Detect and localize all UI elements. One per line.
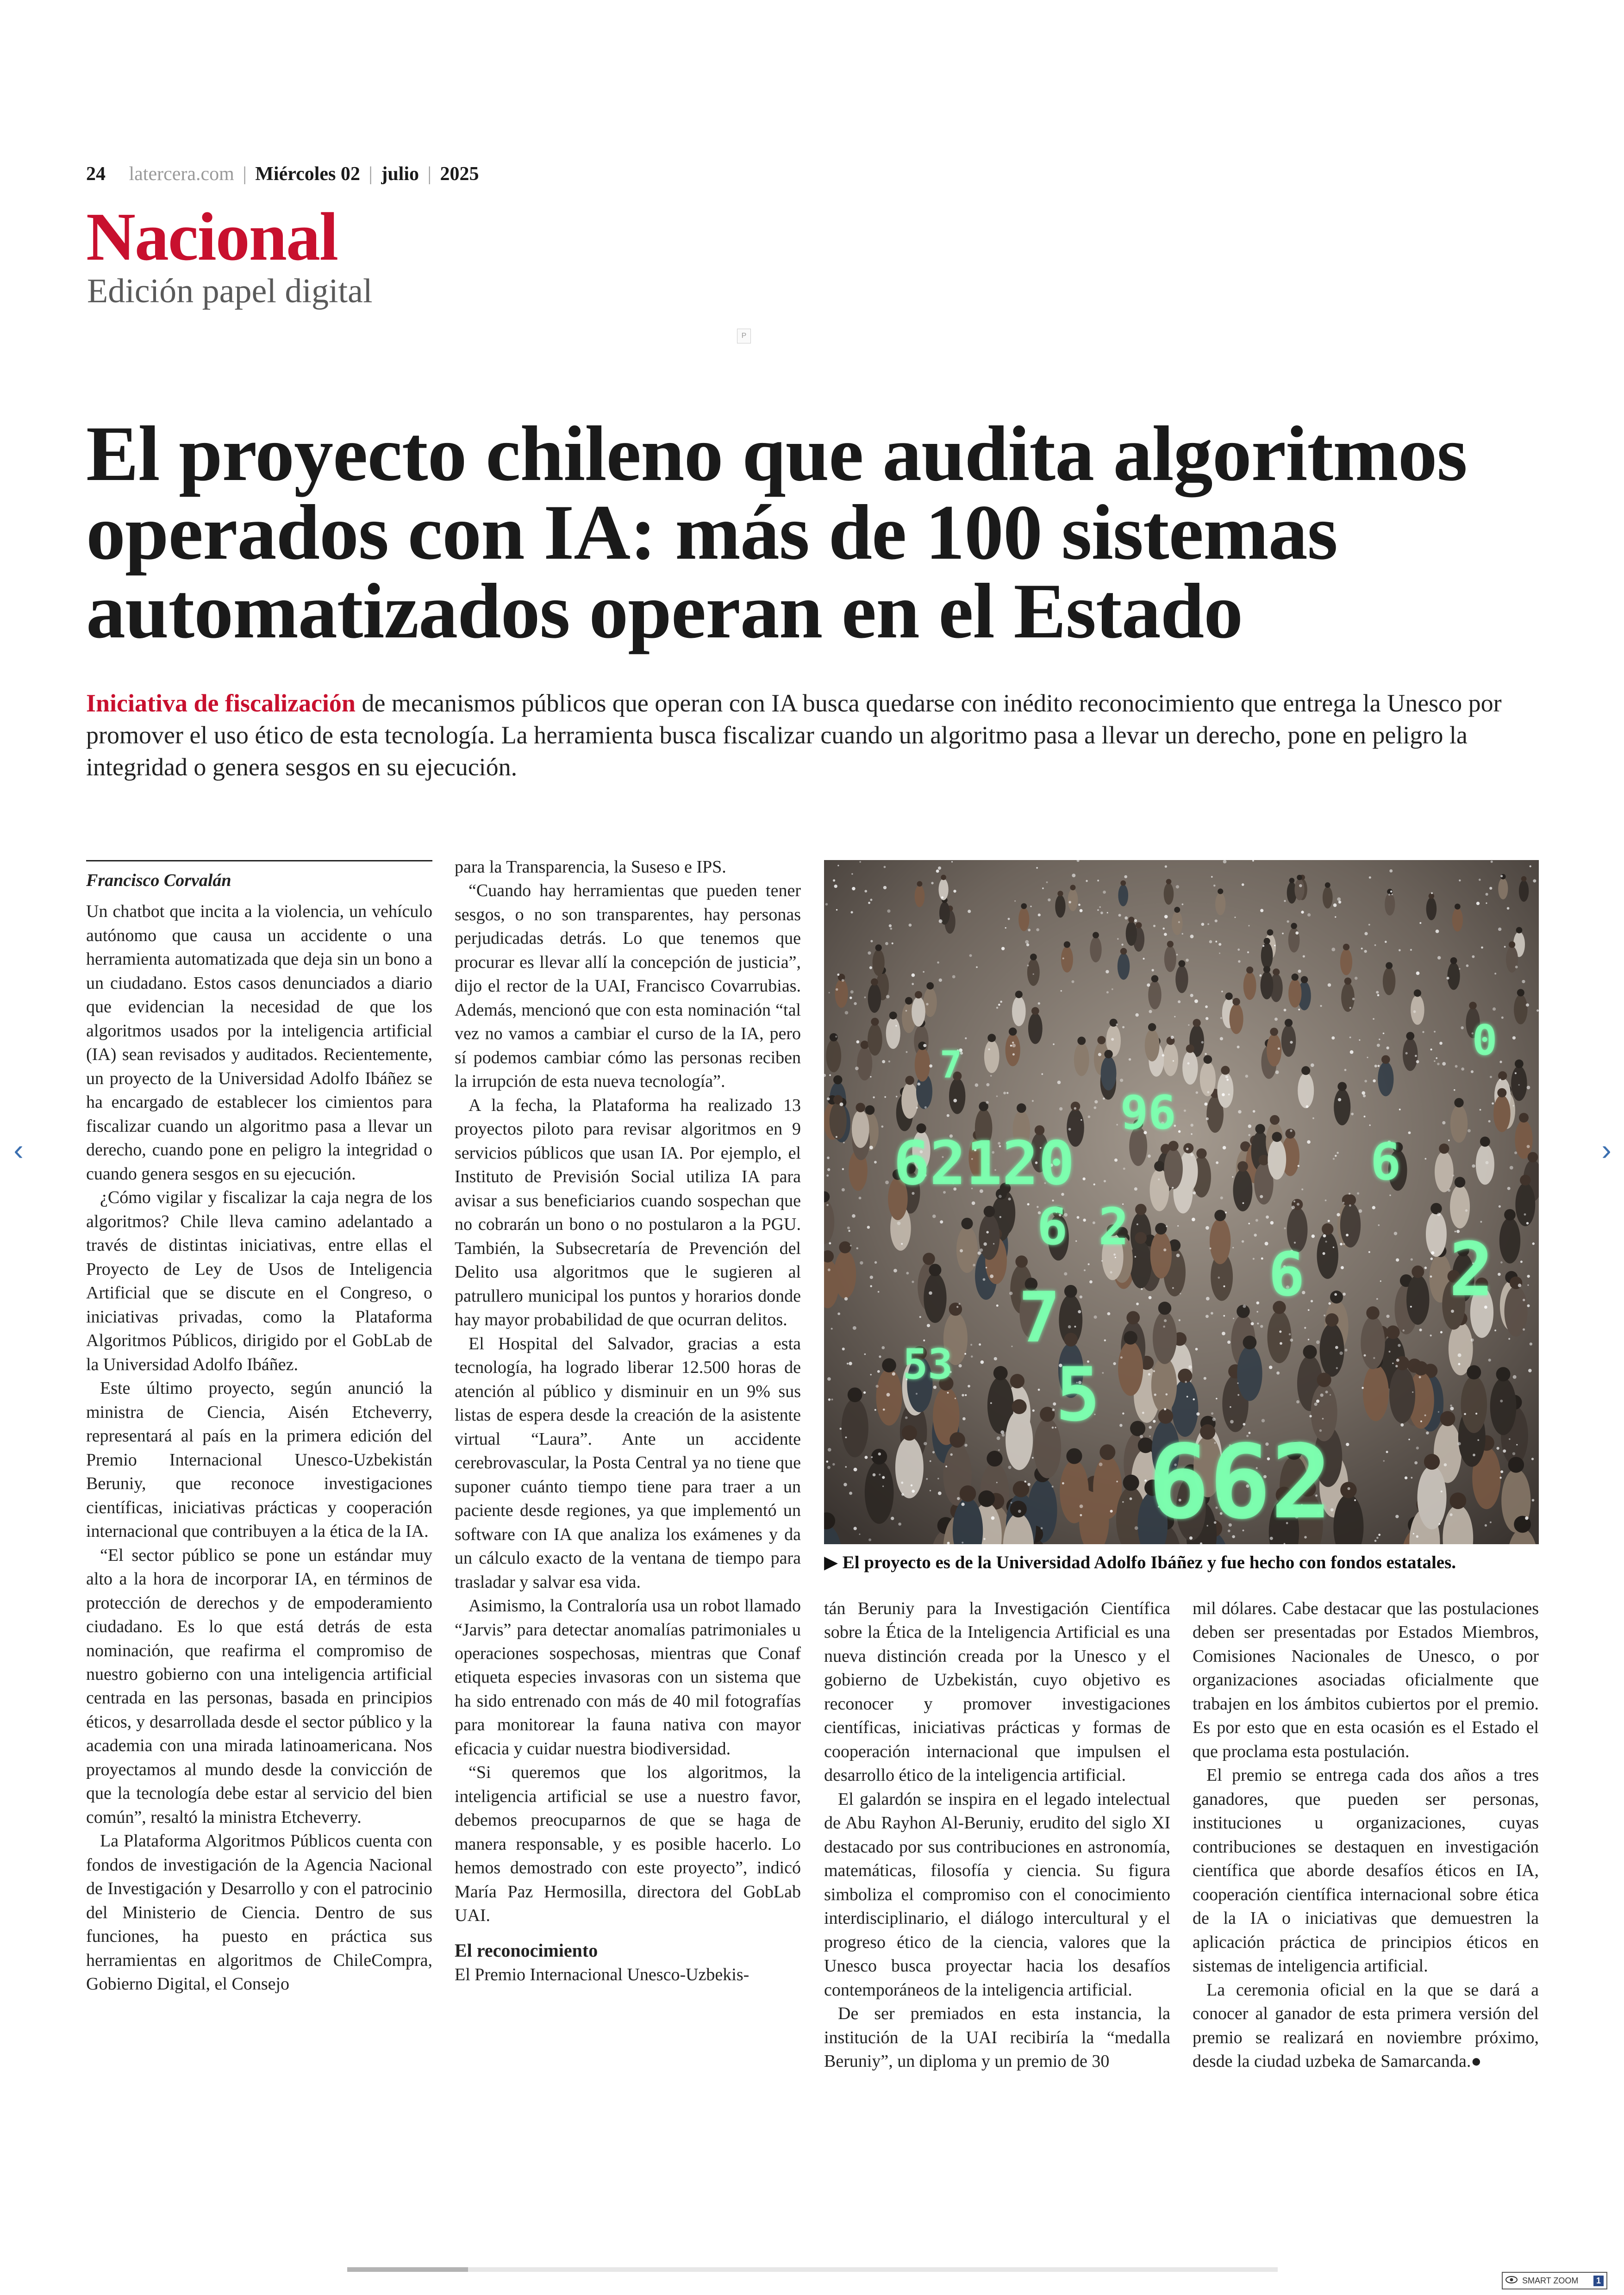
paragraph-text: La ceremonia oficial en la que se dará a conocer al ganador de esta primera versión del premio se realizará en noviembre próximo, desde la ciudad uzbeka de Samarcanda. (1193, 1980, 1539, 2071)
page-header-line: 24 latercera.com | Miércoles 02 | julio | 2025 (86, 163, 479, 185)
smart-zoom-button[interactable] (1502, 2272, 1607, 2289)
paragraph: El Hospital del Salvador, gracias a esta tecnología, ha logrado liberar 12.500 horas de atención al público y disminuir en un 9% sus listas de espera desde la creación de la asistente virtual “Laura”. Ante un accidente cerebrovascular, la Posta Central ya no tiene que suponer cuánto tiempo tiene para traer a un paciente desde regiones, ya que implementó un software con IA que analiza los exámenes y da un cálculo exacto de la ventana de tiempo para trasladar y salvar esa vida. (455, 1334, 801, 1592)
photo-digit: 7 (1018, 1278, 1061, 1358)
smart-zoom-label: SMART ZOOM (1522, 2276, 1579, 2285)
photo-digit: 6 (1268, 1239, 1305, 1310)
paragraph (1193, 1978, 1539, 2074)
paragraph: A la fecha, la Plataforma ha realizado 13 proyectos piloto para revisar algoritmos en 9 servicios públicos que usan IA. Por ejemplo, el Instituto de Previsión Social utiliza IA para avisar a sus beneficiarios cuando sospechan que no cobrarán un bono o no postularon a la PGU. También, la Subsecretaría de Prevención del Delito usa algoritmos que le sugieren al patrullero municipal los puntos y horarios donde hay mayor probabilidad de que ocurran delitos. (455, 1095, 801, 1330)
photo-digit: 62120 (893, 1128, 1075, 1198)
subheading: El reconocimiento (455, 1940, 598, 1961)
paragraph: para la Transparencia, la Suseso e IPS. (455, 857, 726, 877)
chevron-right-icon[interactable]: › (1601, 1133, 1612, 1166)
paragraph: El Premio Internacional Unesco-Uzbekis- (455, 1964, 750, 1984)
photo-digit: 2 (1449, 1226, 1494, 1313)
article-column-3 (824, 1597, 1170, 2074)
page-number: 24 (86, 163, 106, 185)
photo-digit: 96 (1120, 1085, 1176, 1140)
ad-badge[interactable]: P (737, 329, 751, 343)
paragraph: “El sector público se pone un estándar muy alto a la hora de incorporar IA, en términos de protección de derechos y de empoderamiento ciudadano. Es lo que está detrás de esta nominación, que reafirma el compromiso de nuestro gobierno con una inteligencia artificial centrada en las personas, basada en principios éticos, y desarrollada desde el sector público y la academia con una mirada latinoamericana. Nos proyectamos al mundo desde la convicción de que la tecnología debe estar al servicio del bien común”, resaltó la ministra Etcheverry. (86, 1545, 432, 1827)
byline: Francisco Corvalán (86, 860, 432, 892)
paragraph: De ser premiados en esta instancia, la institución de la UAI recibiría la “medalla Beruniy”, un diploma y un premio de 30 (824, 2004, 1170, 2071)
article-headline: El proyecto chileno que audita algoritmos operados con IA: más de 100 sistemas automatizados operan en el Estado (86, 410, 1467, 655)
photo-digit: 6 (1370, 1132, 1401, 1191)
paragraph: “Cuando hay herramientas que pueden tener sesgos, o no son transparentes, hay personas perjudicadas detrás. Lo que tenemos que procurar es llevar allí la concepción de justicia”, dijo el rector de la UAI, Francisco Covarrubias. Además, mencionó que con esta nominación “tal vez no vamos a cambiar el curso de la IA, pero sí podemos cambiar cómo las personas reciben la irrupción de esta nueva tecnología”. (455, 881, 801, 1091)
month: julio (381, 163, 419, 185)
paragraph: “Si queremos que los algoritmos, la inteligencia artificial se use a nuestro favor, debemos preocuparnos de que se haga de manera responsable, y es posible hacerlo. Lo hemos demostrado con este proyecto”, indicó María Paz Hermosilla, directora del GobLab UAI. (455, 1763, 801, 1926)
photo-digit: 662 (1148, 1423, 1332, 1541)
chevron-left-icon[interactable]: ‹ (13, 1133, 24, 1166)
photo-digit: 53 (903, 1340, 953, 1389)
photo-digit: 0 (1472, 1016, 1498, 1065)
article-photo[interactable] (824, 860, 1539, 1544)
paragraph: tán Beruniy para la Investigación Científica sobre la Ética de la Inteligencia Artificial es una nueva distinción creada por la Unesco y el gobierno de Uzbekistán, cuyo objetivo es reconocer y promover investigaciones científicas, iniciativas prácticas y formas de cooperación internacional que impulsen el desarrollo ético de la inteligencia artificial. (824, 1599, 1170, 1785)
article-column-2 (455, 855, 801, 1987)
paragraph: ¿Cómo vigilar y fiscalizar la caja negra de los algoritmos? Chile lleva camino adelantado a través de distintas iniciativas, entre ellas el Proyecto de Ley de Usos de Inteligencia Artificial que se discute en el Congreso, o iniciativas privadas, como la Plataforma Algoritmos Públicos, dirigido por el GobLab de la Universidad Adolfo Ibáñez. (86, 1188, 432, 1374)
paragraph: Asimismo, la Contraloría usa un robot llamado “Jarvis” para detectar anomalías patrimoniales u operaciones sospechosas, mientras que Conaf etiqueta especies invasoras con un sistema que ha sido entrenado con más de 40 mil fotografías para monitorear la fauna nativa con mayor eficacia y cuidar nuestra biodiversidad. (455, 1596, 801, 1759)
year: 2025 (440, 163, 479, 185)
photo-caption: ▶ El proyecto es de la Universidad Adolfo Ibáñez y fue hecho con fondos estatales. (824, 1553, 1456, 1572)
paragraph: Este último proyecto, según anunció la ministra de Ciencia, Aisén Etcheverry, representará al país en la primera edición del Premio Internacional Unesco-Uzbekistán Beruniy, que reconoce investigaciones científicas, iniciativas prácticas y cooperación internacional que contribuyen a la ética de la IA. (86, 1378, 432, 1541)
paragraph: Un chatbot que incita a la violencia, un vehículo autónomo que causa un accidente o una herramienta automatizada que deja sin un bono a un ciudadano. Estos casos denunciados a diario que evidencian la necesidad de que los algoritmos usados por la inteligencia artificial (IA) sean revisados y auditados. Recientemente, un proyecto de la Universidad Adolfo Ibáñez se ha encargado de establecer los cimientos para fiscalizar cuando un algoritmo pasa a llevar un derecho, cuando pone en peligro la integridad o cuando genera sesgos en su ejecución. (86, 902, 432, 1184)
paragraph: mil dólares. Cabe destacar que las postulaciones deben ser presentadas por Estados Miembros, Comisiones Nacionales de Unesco, o por organizaciones asociadas oficialmente que trabajen en los ámbitos cubiertos por el premio. Es por esto que en esta ocasión es el Estado el que proclama esta postulación. (1193, 1599, 1539, 1761)
photo-digit: 7 (940, 1043, 962, 1086)
article-lede (86, 687, 1544, 783)
article-column-1 (86, 860, 432, 1996)
end-mark: ● (1471, 2052, 1482, 2071)
paragraph: La Plataforma Algoritmos Públicos cuenta con fondos de investigación de la Agencia Nacional de Investigación y Desarrollo y con el patrocinio del Ministerio de Ciencia. Dentro de sus funciones, ha puesto en práctica sus herramientas en algoritmos de ChileCompra, Gobierno Digital, el Consejo (86, 1831, 432, 1994)
crowd-photo-illustration (824, 860, 1539, 1544)
article-column-4 (1193, 1597, 1539, 2074)
lede-kicker: Iniciativa de fiscalización (86, 689, 356, 717)
site-name: latercera.com (129, 163, 234, 185)
page-progress-fill (347, 2267, 468, 2272)
paragraph: El premio se entrega cada dos años a tres ganadores, que pueden ser personas, instituciones u organizaciones, cuyas contribuciones se destaquen en investigación científica que aborde desafíos éticos en IA, cooperación científica internacional sobre ética de la IA o iniciativas que demuestren la aplicación práctica de principios éticos en sistemas de inteligencia artificial. (1193, 1765, 1539, 1976)
photo-digit: 6 2 (1037, 1197, 1129, 1256)
photo-digit: 5 (1056, 1351, 1100, 1438)
page-progress-bar[interactable] (347, 2267, 1278, 2272)
eye-icon (1505, 2276, 1518, 2286)
page-indicator: 1 (1593, 2276, 1604, 2286)
weekday-date: Miércoles 02 (255, 163, 360, 185)
lede-text: de mecanismos públicos que operan con IA busca quedarse con inédito reconocimiento que entrega la Unesco por promover el uso ético de esta tecnología. La herramienta busca fiscalizar cuando un algoritmo pasa a llevar un derecho, pone en peligro la integridad o genera sesgos en su ejecución. (86, 689, 1502, 781)
section-title: Nacional (86, 199, 338, 275)
paragraph: El galardón se inspira en el legado intelectual de Abu Rayhon Al-Beruniy, erudito del siglo XI destacado por sus contribuciones en astronomía, matemáticas, filosofía y ciencia. Su figura simboliza el compromiso con el conocimiento interdisciplinario, el diálogo intercultural y el progreso ético de la ciencia, valores que la Unesco busca proyectar hacia los desafíos contemporáneos de la inteligencia artificial. (824, 1789, 1170, 2000)
edition-label: Edición papel digital (87, 272, 373, 310)
